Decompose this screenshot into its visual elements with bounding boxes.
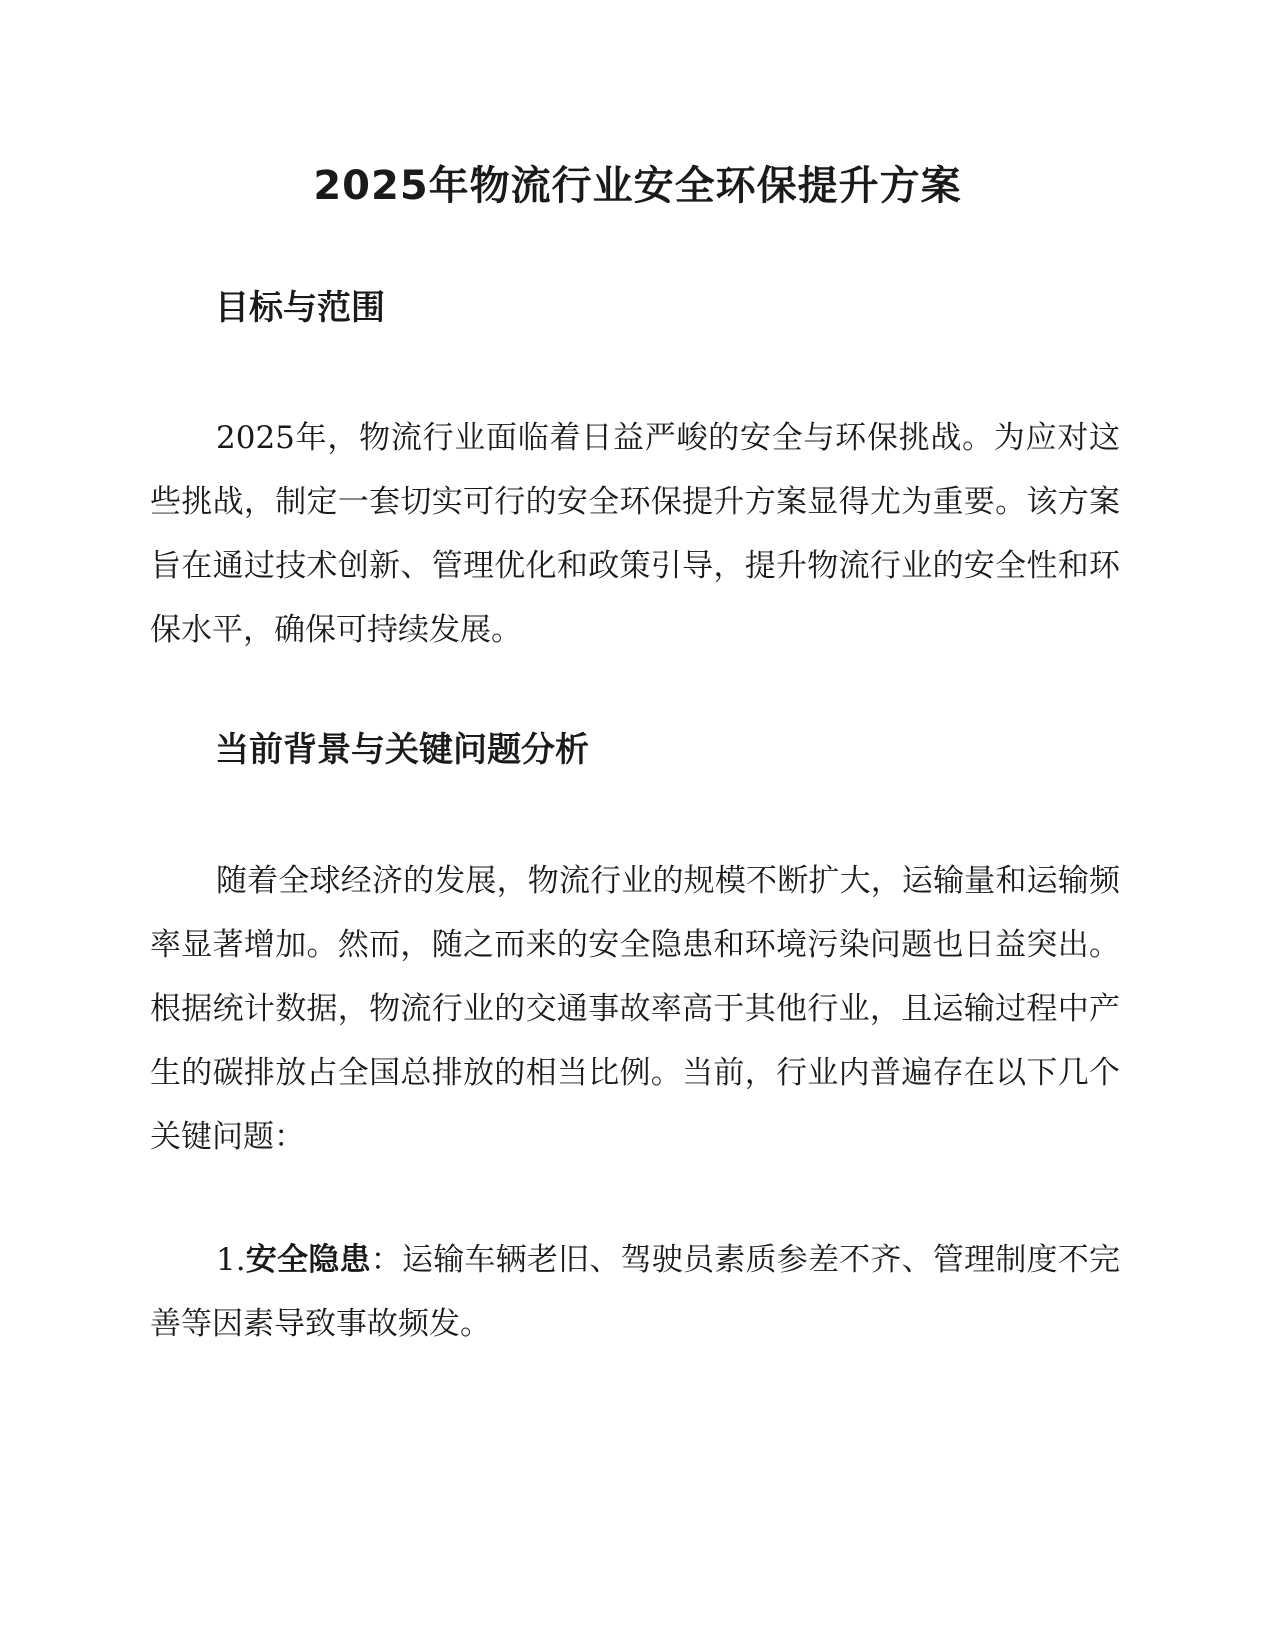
list-item-text: 运输车辆老旧、驾驶员素质参差不齐、管理制度不完善等因素导致事故频发。 xyxy=(150,1242,1121,1342)
list-item-label: 安全隐患 xyxy=(245,1242,371,1278)
list-item-separator: ： xyxy=(370,1242,402,1278)
section-paragraph-background: 随着全球经济的发展，物流行业的规模不断扩大，运输量和运输频率显著增加。然而，随之而来的安全隐患和环境污染问题也日益突出。根据统计数据，物流行业的交通事故率高于其他行业，且运输过程中产生的碳排放占全国总排放的相当比例。当前，行业内普遍存在以下几个关键问题： xyxy=(150,863,1120,1155)
section-heading-goals: 目标与范围 xyxy=(215,288,385,328)
section-heading-background: 当前背景与关键问题分析 xyxy=(215,730,589,770)
document-title: 2025年物流行业安全环保提升方案 xyxy=(313,163,962,209)
section-paragraph-goals: 2025年，物流行业面临着日益严峻的安全与环保挑战。为应对这些挑战，制定一套切实可行的安全环保提升方案显得尤为重要。该方案旨在通过技术创新、管理优化和政策引导，提升物流行业的安全性和环保水平，确保可持续发展。 xyxy=(150,420,1120,648)
list-item xyxy=(150,1228,1120,1356)
list-item-number: 1. xyxy=(216,1242,246,1278)
